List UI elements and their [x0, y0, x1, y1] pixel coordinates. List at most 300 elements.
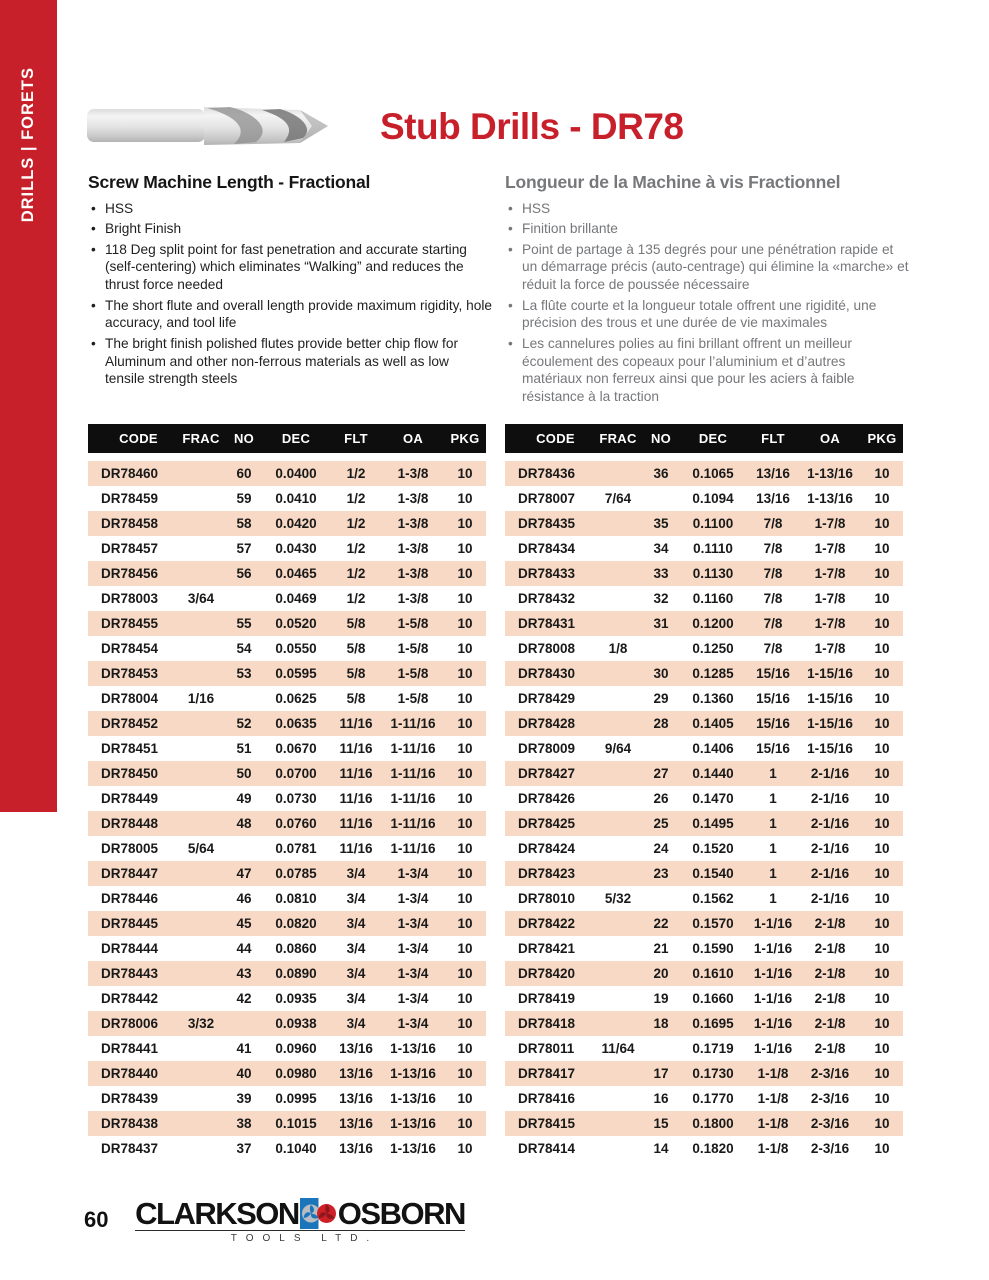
cell: 11/16	[339, 791, 373, 806]
cell: DR78429	[518, 691, 576, 706]
table-row	[88, 736, 486, 761]
cell: 5/8	[346, 691, 366, 706]
cell: 1-1/16	[753, 966, 793, 981]
cell: 13/16	[339, 1041, 373, 1056]
cell: 0.1660	[692, 991, 734, 1006]
cell: 3/4	[346, 966, 366, 981]
cell: DR78452	[101, 716, 159, 731]
cell: 53	[236, 666, 252, 681]
table-row	[88, 1086, 486, 1111]
cell: 2-1/16	[810, 866, 850, 881]
cell: 0.1360	[692, 691, 734, 706]
column-header-flt: FLT	[344, 431, 368, 446]
cell: 1-13/16	[807, 466, 853, 481]
cell: DR78417	[518, 1066, 576, 1081]
cell: DR78449	[101, 791, 159, 806]
cell: DR78422	[518, 916, 576, 931]
cell: 0.0760	[275, 816, 317, 831]
cell: DR78443	[101, 966, 159, 981]
table-row	[505, 511, 903, 536]
cell: 0.0595	[275, 666, 317, 681]
cell	[176, 661, 226, 686]
cell: 0.0730	[275, 791, 317, 806]
cell: 11/16	[339, 741, 373, 756]
table-row	[505, 686, 903, 711]
cell: DR78457	[101, 541, 159, 556]
cell: 37	[236, 1141, 252, 1156]
cell: 36	[653, 466, 669, 481]
cell: 1-13/16	[807, 491, 853, 506]
cell: 10	[457, 1091, 473, 1106]
table-row	[505, 836, 903, 861]
cell: 0.0520	[275, 616, 317, 631]
cell: DR78446	[101, 891, 159, 906]
cell: 1-1/8	[757, 1141, 789, 1156]
cell: 60	[236, 466, 252, 481]
cell: DR78436	[518, 466, 576, 481]
cell: 17	[653, 1066, 669, 1081]
column-header-pkg: PKG	[450, 431, 480, 446]
cell	[176, 636, 226, 661]
cell: 10	[874, 566, 890, 581]
cell: 1-7/8	[814, 516, 846, 531]
cell: 0.0938	[275, 1016, 317, 1031]
cell: 0.1285	[692, 666, 734, 681]
table-row	[505, 811, 903, 836]
table-row	[505, 1136, 903, 1161]
cell: 0.1160	[692, 591, 734, 606]
cell: 11/16	[339, 816, 373, 831]
cell: 10	[457, 991, 473, 1006]
cell: 15/16	[756, 666, 790, 681]
table-body	[505, 461, 903, 1161]
cell: 0.1562	[692, 891, 734, 906]
cell: 10	[457, 616, 473, 631]
cell: 1-15/16	[807, 691, 853, 706]
cell: 10	[457, 866, 473, 881]
cell: 0.0400	[275, 466, 317, 481]
cell: 55	[236, 616, 252, 631]
cell	[176, 536, 226, 561]
cell: 1	[769, 841, 777, 856]
cell: 1	[769, 866, 777, 881]
cell: 0.1540	[692, 866, 734, 881]
bullet-item: • Point de partage à 135 degrés pour une pénétration rapide et un démarrage précis (auto-centrage) qui élimine la «marche» et réduit la force de poussée nécessaire	[522, 241, 909, 294]
column-header-code: CODE	[536, 431, 575, 446]
cell	[176, 486, 226, 511]
table-row	[88, 586, 486, 611]
cell: 28	[653, 716, 669, 731]
cell: DR78428	[518, 716, 576, 731]
cell: 0.0420	[275, 516, 317, 531]
cell	[226, 586, 262, 611]
cell	[643, 886, 679, 911]
column-header-code: CODE	[119, 431, 158, 446]
cell: 41	[236, 1041, 252, 1056]
cell: 1-11/16	[390, 841, 436, 856]
cell: 19	[653, 991, 669, 1006]
cell: 7/8	[763, 641, 783, 656]
table-row	[505, 861, 903, 886]
brand-word-osborn: OSBORN	[337, 1196, 465, 1231]
cell: 3/4	[346, 991, 366, 1006]
cell: 3/4	[346, 941, 366, 956]
section-french	[505, 172, 909, 408]
cell	[593, 511, 643, 536]
cell: 1-3/4	[397, 916, 429, 931]
cell: 1-1/16	[753, 991, 793, 1006]
cell: 1-7/8	[814, 541, 846, 556]
cell: 2-1/16	[810, 891, 850, 906]
cell: DR78007	[518, 491, 576, 506]
section-heading-english: Screw Machine Length - Fractional	[88, 172, 371, 192]
cell: 10	[457, 641, 473, 656]
drill-bit-image	[84, 96, 334, 156]
cell	[176, 1036, 226, 1061]
column-header-no: NO	[650, 431, 672, 446]
cell: DR78430	[518, 666, 576, 681]
cell: 1-15/16	[807, 741, 853, 756]
cell: 0.1130	[692, 566, 734, 581]
cell: 13/16	[756, 466, 790, 481]
table-row	[88, 1136, 486, 1161]
cell: DR78448	[101, 816, 159, 831]
cell: 27	[653, 766, 669, 781]
cell: 44	[236, 941, 252, 956]
cell: 30	[653, 666, 669, 681]
cell: 0.1250	[692, 641, 734, 656]
cell: 10	[457, 716, 473, 731]
cell	[593, 786, 643, 811]
cell: 1-13/16	[390, 1041, 436, 1056]
cell: DR78008	[518, 641, 576, 656]
table-row	[505, 961, 903, 986]
cell: 0.0960	[275, 1041, 317, 1056]
table-header	[88, 424, 486, 453]
cell: 1/2	[346, 566, 366, 581]
table-row	[88, 711, 486, 736]
table-row	[505, 586, 903, 611]
cell: 22	[653, 916, 669, 931]
cell: 13/16	[339, 1066, 373, 1081]
cell: 0.0465	[275, 566, 317, 581]
cell: 0.0781	[275, 841, 317, 856]
cell: DR78419	[518, 991, 576, 1006]
cell	[593, 1086, 643, 1111]
cell: DR78418	[518, 1016, 576, 1031]
cell: 2-3/16	[810, 1116, 850, 1131]
brand-word-clarkson: CLARKSON	[135, 1196, 299, 1231]
bullet-list-french	[505, 200, 909, 406]
cell: 1	[769, 891, 777, 906]
cell: 10	[874, 666, 890, 681]
cell: DR78431	[518, 616, 576, 631]
cell: 10	[457, 466, 473, 481]
cell: DR78421	[518, 941, 576, 956]
cell: 23	[653, 866, 669, 881]
table-row	[88, 611, 486, 636]
cell: 0.0980	[275, 1066, 317, 1081]
cell: 47	[236, 866, 252, 881]
cell: 0.1040	[275, 1141, 317, 1156]
cell	[176, 861, 226, 886]
cell: DR78415	[518, 1116, 576, 1131]
cell: 10	[457, 766, 473, 781]
cell: 10	[874, 991, 890, 1006]
cell: 11/16	[339, 766, 373, 781]
cell: 10	[457, 691, 473, 706]
cell: 1/8	[608, 641, 628, 656]
cell: 0.1520	[692, 841, 734, 856]
cell: 3/32	[187, 1016, 215, 1031]
cell: 1-3/4	[397, 1016, 429, 1031]
cell	[593, 861, 643, 886]
category-sidebar	[0, 0, 57, 812]
cell: DR78459	[101, 491, 159, 506]
cell: 46	[236, 891, 252, 906]
cell: 20	[653, 966, 669, 981]
cell: DR78438	[101, 1116, 159, 1131]
brand-logo	[135, 1198, 465, 1244]
cell: 1-7/8	[814, 641, 846, 656]
cell: 49	[236, 791, 252, 806]
cell: 1-3/8	[397, 516, 429, 531]
cell: 1-13/16	[390, 1116, 436, 1131]
cell: DR78442	[101, 991, 159, 1006]
table-row	[505, 611, 903, 636]
cell: 2-1/16	[810, 791, 850, 806]
cell	[593, 761, 643, 786]
cell: 10	[457, 591, 473, 606]
cell: 54	[236, 641, 252, 656]
cell: 51	[236, 741, 252, 756]
cell: 2-1/8	[814, 941, 846, 956]
cell: 7/8	[763, 516, 783, 531]
table-row	[505, 1086, 903, 1111]
cell: 3/4	[346, 891, 366, 906]
cell: DR78005	[101, 841, 159, 856]
cell: 2-1/16	[810, 816, 850, 831]
table-row	[505, 711, 903, 736]
brand-pinwheel-icon	[300, 1198, 337, 1229]
cell	[226, 686, 262, 711]
cell: 0.1695	[692, 1016, 734, 1031]
cell: 35	[653, 516, 669, 531]
cell: 40	[236, 1066, 252, 1081]
cell: DR78426	[518, 791, 576, 806]
table-row	[88, 511, 486, 536]
cell	[226, 1011, 262, 1036]
cell: 10	[874, 916, 890, 931]
section-english	[88, 172, 492, 391]
cell: 10	[874, 591, 890, 606]
cell	[593, 836, 643, 861]
cell: 2-1/16	[810, 766, 850, 781]
column-header-oa: OA	[819, 431, 841, 446]
bullet-item: • La flûte courte et la longueur totale offrent une rigidité, une précision des trous et une durée de vie maximales	[522, 297, 909, 333]
cell: 7/64	[604, 491, 632, 506]
cell: 0.1610	[692, 966, 734, 981]
cell: 10	[457, 1041, 473, 1056]
cell: 1-3/8	[397, 541, 429, 556]
cell: 1-3/8	[397, 591, 429, 606]
table-row	[505, 1061, 903, 1086]
column-header-frac: FRAC	[599, 431, 637, 446]
cell: 1-1/8	[757, 1091, 789, 1106]
cell: 13/16	[339, 1091, 373, 1106]
cell: 45	[236, 916, 252, 931]
table-row	[505, 936, 903, 961]
cell: 1-7/8	[814, 616, 846, 631]
cell: 11/16	[339, 841, 373, 856]
bullet-item: • The bright finish polished flutes provide better chip flow for Aluminum and other non-ferrous materials as well as low tensile strength steels	[105, 335, 492, 388]
cell: 0.0860	[275, 941, 317, 956]
cell: 1-1/16	[753, 916, 793, 931]
cell: 3/64	[187, 591, 215, 606]
bullet-item: • The short flute and overall length provide maximum rigidity, hole accuracy, and tool life	[105, 297, 492, 333]
table-row	[88, 636, 486, 661]
cell	[593, 536, 643, 561]
cell: 10	[457, 891, 473, 906]
bullet-list-english	[88, 200, 492, 388]
cell: 10	[457, 966, 473, 981]
cell: 2-1/8	[814, 1016, 846, 1031]
cell: 1-13/16	[390, 1091, 436, 1106]
table-row	[505, 736, 903, 761]
cell: 0.1094	[692, 491, 734, 506]
cell: DR78414	[518, 1141, 576, 1156]
cell: DR78456	[101, 566, 159, 581]
cell: 0.1730	[692, 1066, 734, 1081]
cell	[593, 561, 643, 586]
cell: 15/16	[756, 691, 790, 706]
cell: 0.0810	[275, 891, 317, 906]
cell: 0.1065	[692, 466, 734, 481]
cell: 29	[653, 691, 669, 706]
cell	[176, 986, 226, 1011]
cell: 5/8	[346, 641, 366, 656]
cell: DR78427	[518, 766, 576, 781]
cell: 0.1200	[692, 616, 734, 631]
cell: 2-1/8	[814, 966, 846, 981]
cell: 1-1/16	[753, 1016, 793, 1031]
cell: DR78441	[101, 1041, 159, 1056]
cell	[593, 1111, 643, 1136]
cell: 11/16	[339, 716, 373, 731]
cell: 48	[236, 816, 252, 831]
cell: 15/16	[756, 716, 790, 731]
cell	[593, 711, 643, 736]
cell: 0.0410	[275, 491, 317, 506]
table-row	[88, 461, 486, 486]
page-number: 60	[84, 1207, 109, 1232]
cell: 1-1/16	[753, 941, 793, 956]
cell: 57	[236, 541, 252, 556]
page-title: Stub Drills - DR78	[380, 106, 684, 147]
cell: DR78439	[101, 1091, 159, 1106]
section-heading-french: Longueur de la Machine à vis Fractionnel	[505, 172, 841, 192]
table-row	[505, 536, 903, 561]
table-row	[505, 886, 903, 911]
cell: 10	[457, 941, 473, 956]
cell	[593, 1136, 643, 1161]
cell: 15/16	[756, 741, 790, 756]
cell: DR78451	[101, 741, 159, 756]
cell: 11/64	[601, 1041, 635, 1056]
cell: 10	[874, 891, 890, 906]
cell: 0.0995	[275, 1091, 317, 1106]
cell: 1-3/4	[397, 941, 429, 956]
column-header-flt: FLT	[761, 431, 785, 446]
cell: DR78453	[101, 666, 159, 681]
cell	[176, 711, 226, 736]
cell: 10	[874, 941, 890, 956]
cell: 0.0670	[275, 741, 317, 756]
cell	[176, 761, 226, 786]
cell	[643, 736, 679, 761]
cell: 43	[236, 966, 252, 981]
cell: 10	[457, 541, 473, 556]
cell	[593, 611, 643, 636]
table-row	[88, 686, 486, 711]
cell: 1-13/16	[390, 1066, 436, 1081]
cell: 13/16	[339, 1116, 373, 1131]
cell: 0.1590	[692, 941, 734, 956]
bullet-item: • Les cannelures polies au fini brillant offrent un meilleur écoulement des copeaux pour l’aluminium et d’autres matériaux non ferreux ainsi que pour les aciers à faible résistance à la traction	[522, 335, 909, 406]
cell: 1	[769, 766, 777, 781]
cell: DR78003	[101, 591, 159, 606]
cell: 3/4	[346, 866, 366, 881]
table-row	[88, 936, 486, 961]
cell: 2-1/8	[814, 916, 846, 931]
cell: 10	[874, 816, 890, 831]
cell: 0.1719	[692, 1041, 734, 1056]
bullet-item: • Finition brillante	[522, 220, 909, 238]
cell: DR78447	[101, 866, 159, 881]
table-row	[505, 911, 903, 936]
table-header	[505, 424, 903, 453]
cell: DR78425	[518, 816, 576, 831]
cell	[176, 1061, 226, 1086]
cell: 1-11/16	[390, 766, 436, 781]
cell: 0.1110	[693, 541, 733, 556]
cell: DR78004	[101, 691, 159, 706]
cell: 1-7/8	[814, 566, 846, 581]
table-row	[505, 1111, 903, 1136]
cell: 10	[457, 1066, 473, 1081]
cell: 10	[457, 666, 473, 681]
cell: 32	[653, 591, 669, 606]
cell: 0.1470	[692, 791, 734, 806]
table-row	[88, 811, 486, 836]
brand-wordmark	[135, 1198, 465, 1231]
cell: 1-7/8	[814, 591, 846, 606]
cell: DR78010	[518, 891, 576, 906]
cell: DR78009	[518, 741, 576, 756]
cell: DR78445	[101, 916, 159, 931]
cell: 10	[874, 516, 890, 531]
cell: 1-5/8	[397, 616, 429, 631]
cell: DR78460	[101, 466, 159, 481]
table-row	[505, 1036, 903, 1061]
bullet-item: • HSS	[105, 200, 492, 218]
cell: 34	[653, 541, 669, 556]
table-row	[505, 636, 903, 661]
cell: 10	[874, 716, 890, 731]
cell: 10	[457, 916, 473, 931]
column-header-dec: DEC	[698, 431, 728, 446]
table-row	[88, 911, 486, 936]
